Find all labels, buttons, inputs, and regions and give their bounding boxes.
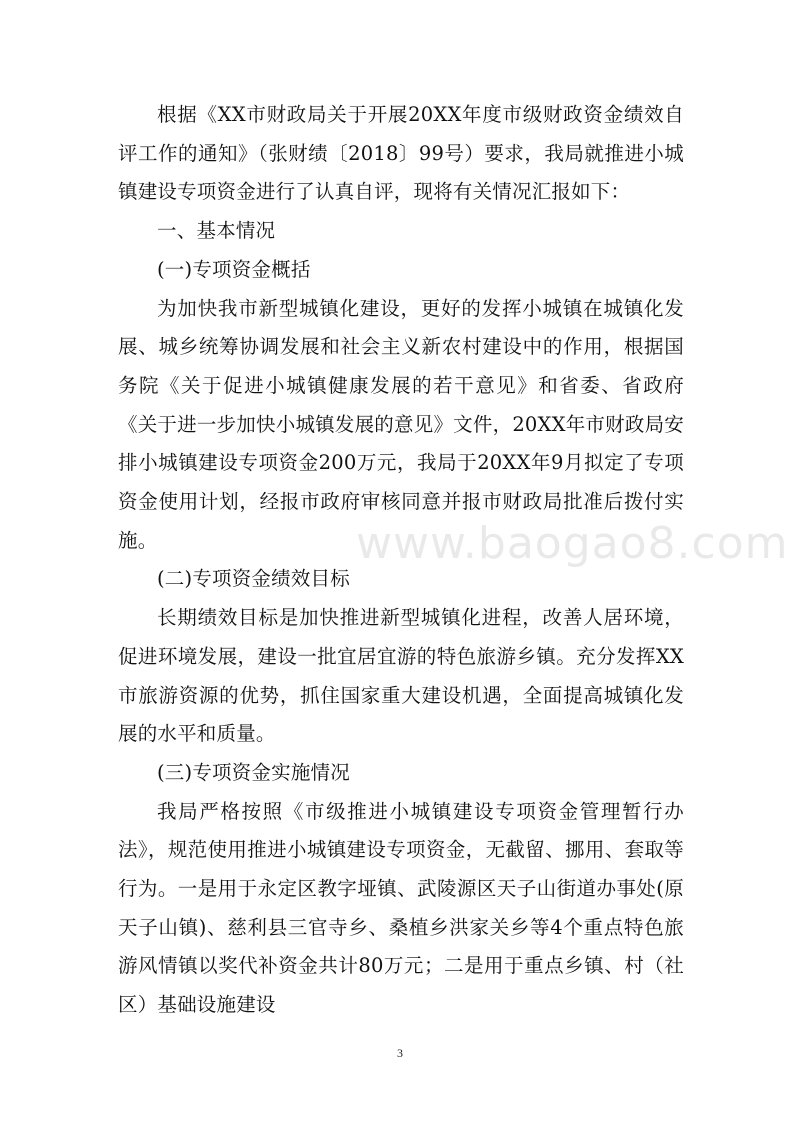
subheading-implementation: (三)专项资金实施情况	[157, 760, 350, 784]
section-heading-basic-situation: 一、基本情况	[157, 219, 276, 243]
watermark: www.baogao8.com	[356, 518, 789, 569]
subheading-fund-overview: (一)专项资金概括	[157, 257, 311, 281]
fund-overview-paragraph: 为加快我市新型城镇化建设，更好的发挥小城镇在城镇化发展、城乡统筹协调发展和社会主义新农村建设中的作用，根据国务院《关于促进小城镇健康发展的若干意见》和省委、省政府《关于进一步加快小城镇发展的意见》文件，20XX年市财政局安排小城镇建设专项资金200万元，我局于20XX年9月拟定了专项资金使用计划，经报市政府审核同意并报市财政局批准后拨付实施。	[118, 296, 684, 552]
page-number: 3	[397, 1046, 403, 1060]
subheading-performance-goals: (二)专项资金绩效目标	[157, 567, 350, 591]
implementation-paragraph: 我局严格按照《市级推进小城镇建设专项资金管理暂行办法》，规范使用推进小城镇建设专项资金，无截留、挪用、套取等行为。一是用于永定区教字垭镇、武陵源区天子山街道办事处(原天子山镇)、慈利县三官寺乡、桑植乡洪家关乡等4个重点特色旅游风情镇以奖代补资金共计80万元；二是用于重点乡镇、村（社区）基础设施建设	[118, 799, 684, 1017]
document-body	[118, 96, 684, 1025]
performance-goals-paragraph: 长期绩效目标是加快推进新型城镇化进程，改善人居环境，促进环境发展，建设一批宜居宜游的特色旅游乡镇。充分发挥XX市旅游资源的优势，抓住国家重大建设机遇，全面提高城镇化发展的水平和质量。	[118, 606, 684, 746]
intro-paragraph: 根据《XX市财政局关于开展20XX年度市级财政资金绩效自评工作的通知》（张财绩〔2018〕99号）要求，我局就推进小城镇建设专项资金进行了认真自评，现将有关情况汇报如下：	[118, 103, 684, 204]
